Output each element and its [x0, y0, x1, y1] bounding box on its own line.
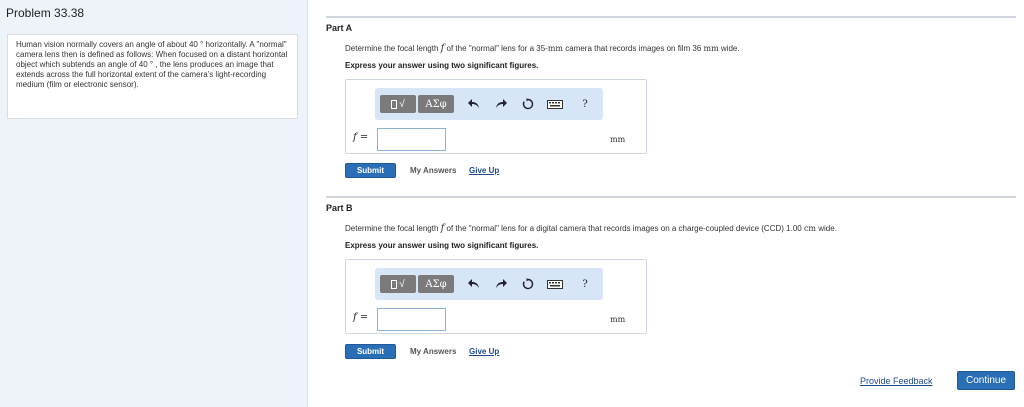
math-toolbar — [375, 268, 603, 300]
undo-icon[interactable] — [467, 96, 481, 112]
answer-unit: mm — [610, 135, 626, 144]
question-text: wide. — [718, 44, 740, 53]
part-b-my-answers[interactable]: My Answers — [410, 347, 457, 356]
question-text: Determine the focal length — [345, 224, 441, 233]
question-unit: mm — [703, 44, 719, 53]
answer-variable-label — [353, 132, 368, 143]
part-a-instruction: Express your answer using two significant figures. — [345, 61, 539, 70]
keyboard-icon[interactable] — [547, 96, 563, 112]
question-unit: mm — [547, 44, 563, 53]
keyboard-icon[interactable] — [547, 276, 563, 292]
provide-feedback-link[interactable]: Provide Feedback — [860, 376, 933, 386]
math-toolbar — [375, 88, 603, 120]
variable-symbol: f — [353, 312, 357, 323]
sqrt-icon: √ — [399, 98, 405, 110]
reset-icon[interactable] — [521, 96, 535, 112]
part-a-my-answers[interactable]: My Answers — [410, 166, 457, 175]
continue-button[interactable]: Continue — [957, 371, 1015, 390]
undo-icon[interactable] — [467, 276, 481, 292]
part-b-answer-box — [345, 259, 647, 334]
question-text: of the "normal" lens for a digital camera that records images on a charge-coupled device (CCD) 1.00 — [444, 224, 804, 233]
question-unit: cm — [803, 224, 817, 233]
redo-icon[interactable] — [494, 276, 508, 292]
question-text: camera that records images on film 36 — [563, 44, 704, 53]
part-a-answer-box — [345, 79, 647, 154]
part-b-answer-input[interactable] — [377, 308, 446, 331]
greek-symbols-button[interactable]: ΑΣφ — [418, 95, 454, 113]
part-a-answer-input[interactable] — [377, 128, 446, 151]
help-icon[interactable]: ? — [582, 98, 588, 110]
part-b-question — [345, 223, 837, 234]
part-divider — [326, 196, 1016, 198]
templates-button[interactable] — [380, 95, 416, 113]
templates-button[interactable] — [380, 275, 416, 293]
question-text: Determine the focal length — [345, 44, 441, 53]
part-a-label: Part A — [326, 23, 353, 33]
reset-icon[interactable] — [521, 276, 535, 292]
equals-sign: = — [356, 312, 369, 323]
redo-icon[interactable] — [494, 96, 508, 112]
part-b-give-up-link[interactable]: Give Up — [469, 347, 500, 356]
greek-symbols-button[interactable]: ΑΣφ — [418, 275, 454, 293]
problem-title: Problem 33.38 — [6, 6, 85, 20]
part-b-label: Part B — [326, 203, 353, 213]
part-divider — [326, 16, 1016, 18]
equals-sign: = — [356, 132, 369, 143]
variable-symbol: f — [353, 132, 357, 143]
part-b-instruction: Express your answer using two significant figures. — [345, 241, 539, 250]
problem-statement: Human vision normally covers an angle of about 40 ° horizontally. A "normal" camera lens then is defined as follows: When focused on a distant horizontal object which subtends an angle of 40 ° , the lens produces an image that extends across the full horizontal extent of the camera's light-recording medium (film or electronic sensor). — [7, 34, 298, 119]
question-text: of the "normal" lens for a 35- — [444, 44, 548, 53]
part-b-submit-button[interactable]: Submit — [345, 344, 396, 359]
templates-icon — [391, 100, 397, 109]
question-variable: f — [440, 43, 445, 54]
question-variable: f — [440, 223, 445, 234]
help-icon[interactable]: ? — [582, 278, 588, 290]
sqrt-icon: √ — [399, 278, 405, 290]
problem-pane — [0, 0, 308, 407]
part-a-question — [345, 43, 740, 54]
part-a-submit-button[interactable]: Submit — [345, 163, 396, 178]
templates-icon — [391, 280, 397, 289]
question-text: wide. — [816, 224, 837, 233]
part-a-give-up-link[interactable]: Give Up — [469, 166, 500, 175]
answer-unit: mm — [610, 315, 626, 324]
answer-variable-label — [353, 312, 368, 323]
